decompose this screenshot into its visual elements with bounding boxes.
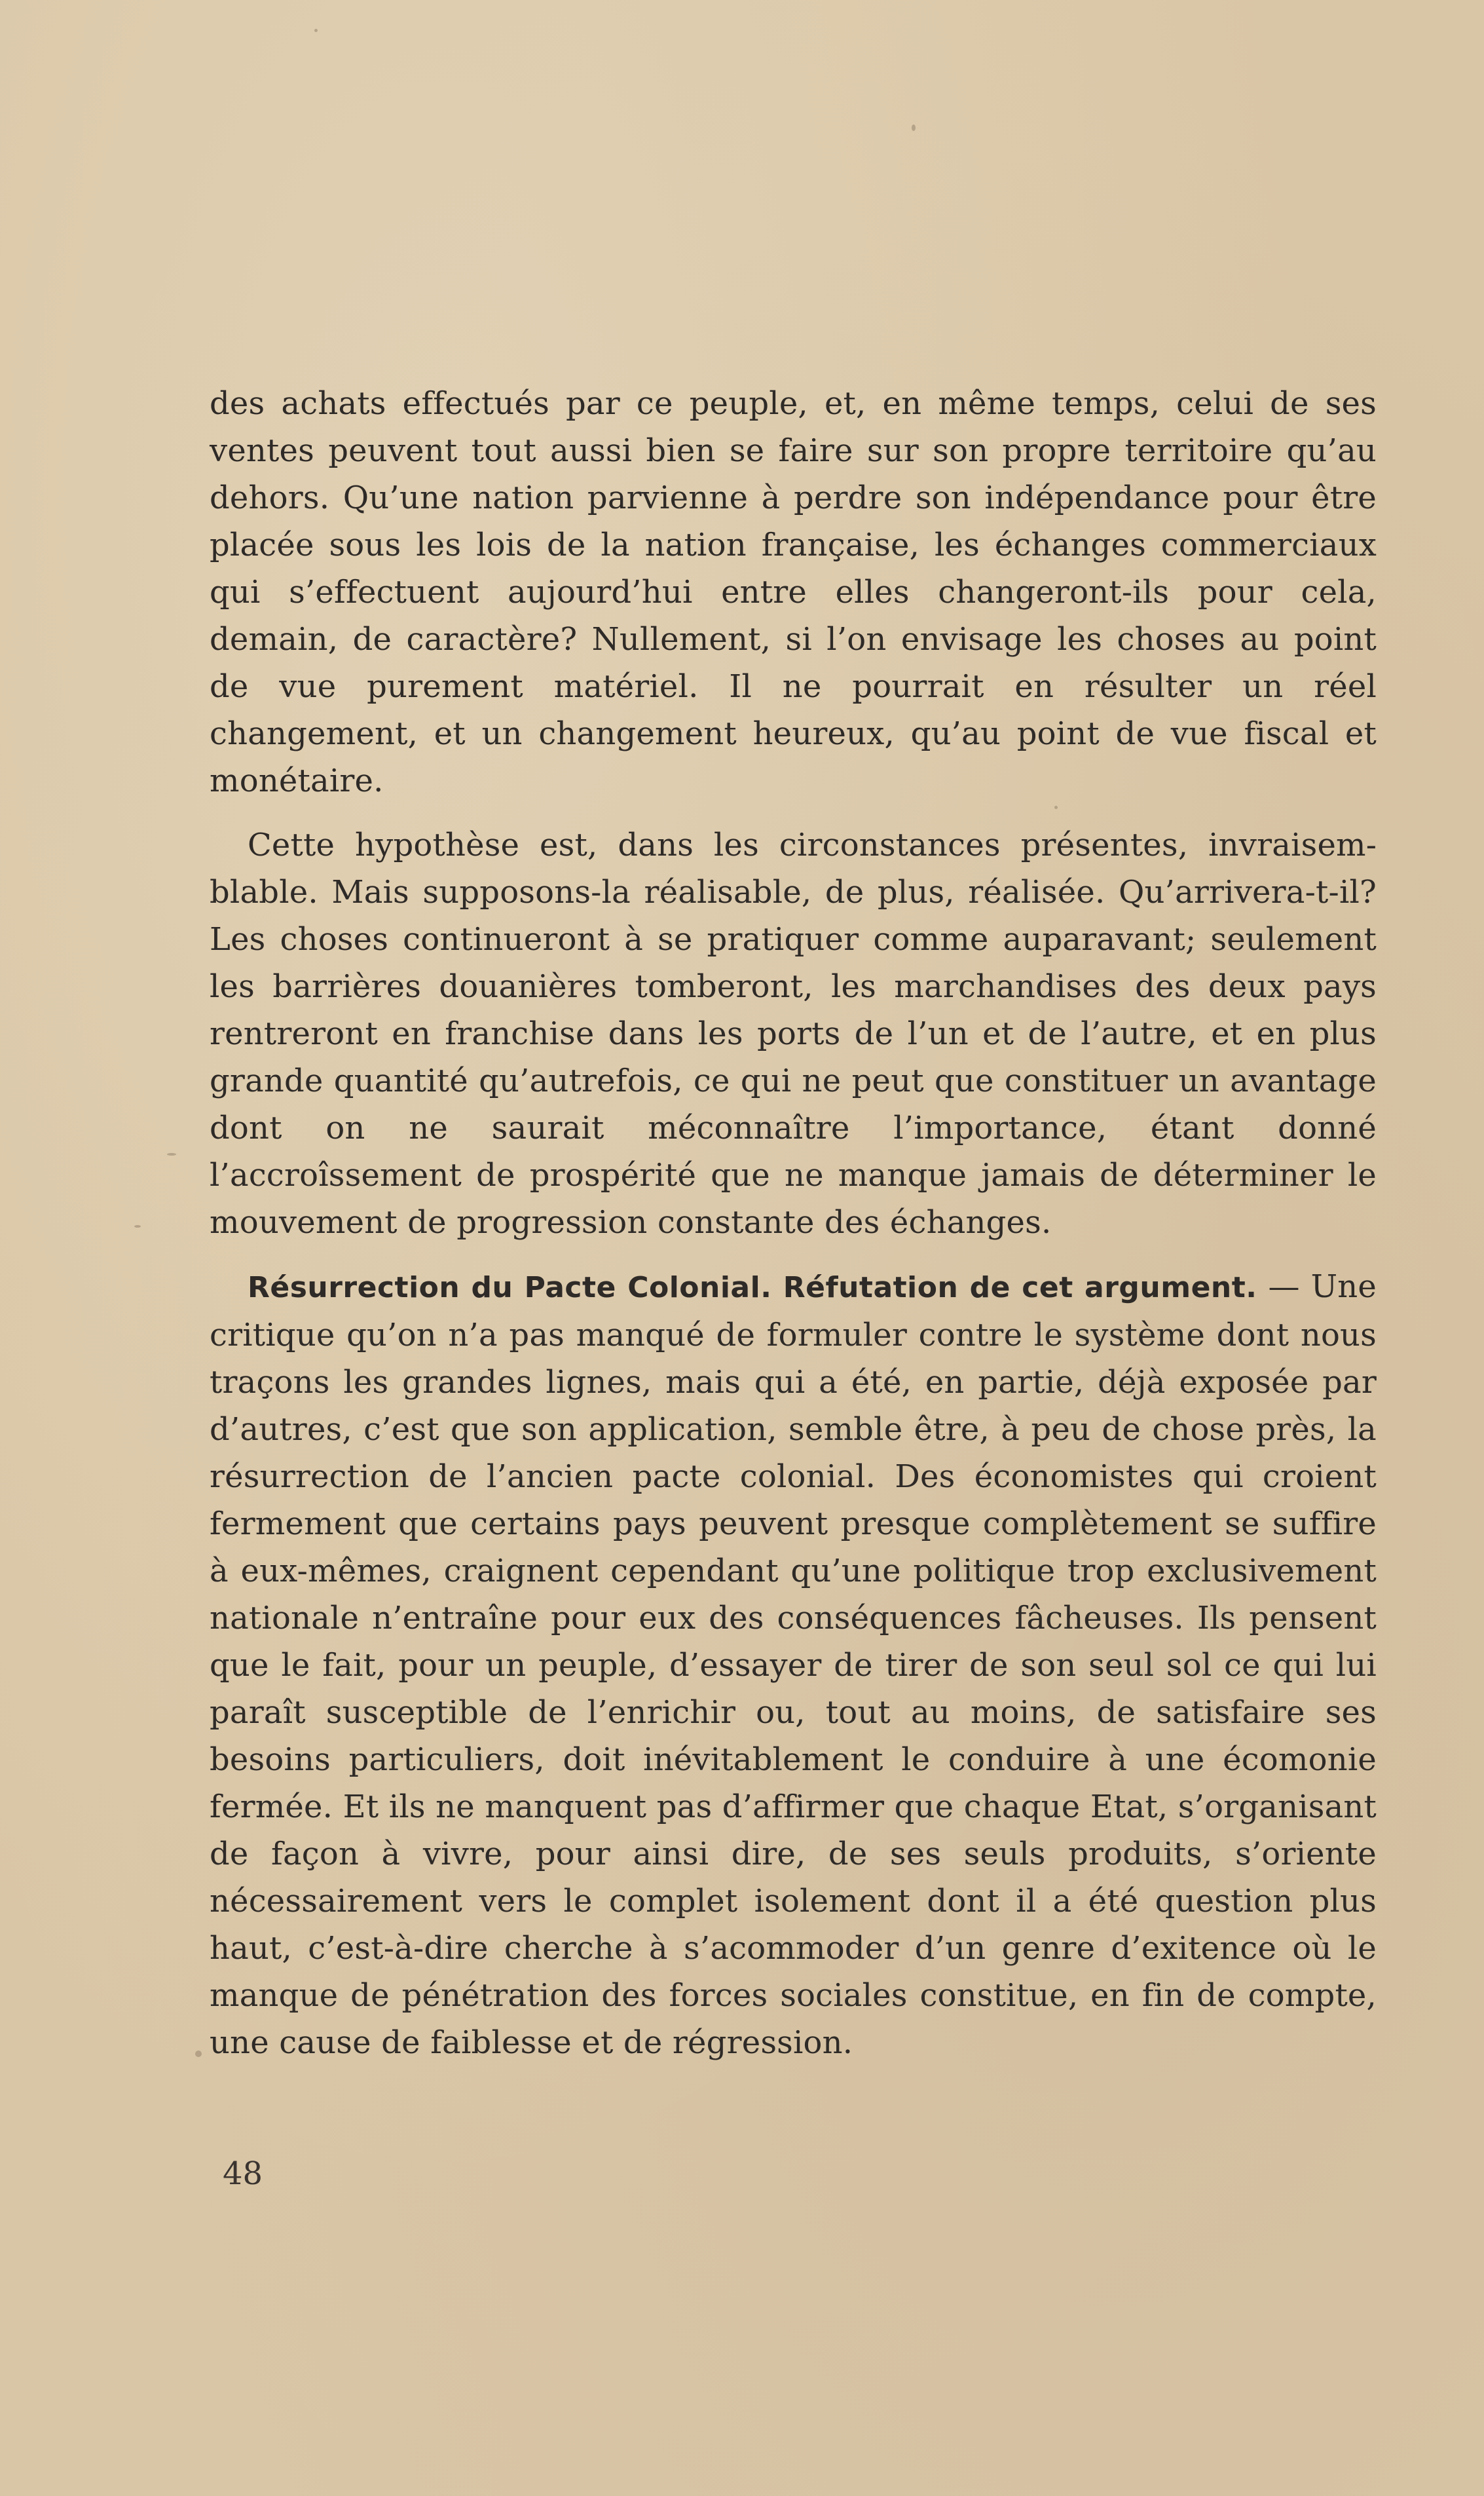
paper-speck <box>134 1225 141 1228</box>
paper-speck <box>912 124 916 131</box>
section-body: — Une critique qu’on n’a pas manqué de formuler contre le système dont nous traçons les grandes lignes, mais qui a été, en partie, déjà exposée par d’autres, c’est que son application, semble être, à peu de chose près, la résurrection de l’ancien pacte colonial. Des économistes qui croient fermement que certains pays peuvent presque complètement se suffire à eux-mêmes, craignent cependant qu’une politique trop exclusivement nationale n’entraîne pour eux des conséquences fâcheuses. Ils pensent que le fait, pour un peuple, d’essayer de tirer de son seul sol ce qui lui paraît susceptible de l’enrichir ou, tout au moins, de satisfaire ses besoins particuliers, doit inévitablement le conduire à une écomonie fermée. Et ils ne manquent pas d’affirmer que chaque Etat, s’organisant de façon à vivre, pour ainsi dire, de ses seuls produits, s’oriente nécessairement vers le complet isolement dont il a été question plus haut, c’est-à-dire cherche à s’acommoder d’un genre d’exitence où le manque de pénétration des forces sociales constitue, en fin de compte, une cause de faiblesse et de régression. <box>210 1268 1377 2061</box>
paragraph-2: Cette hypothèse est, dans les circonstances présentes, invraisemblable. Mais supposons-la réalisable, de plus, réalisée. Qu’arrivera-t-il? Les choses continueront à se pratiquer comme auparavant; seulement les barrières douanières tomberont, les marchandises des deux pays rentreront en franchise dans les ports de l’un et de l’autre, et en plus grande quantité qu’autrefois, ce qui ne peut que constituer un avantage dont on ne saurait méconnaître l’importance, étant donné l’accroîssement de prospérité que ne manque jamais de déterminer le mouvement de progression constante des échanges. <box>210 827 1377 1241</box>
page-text-block <box>210 380 1377 2066</box>
paper-speck <box>1054 806 1058 809</box>
paper-speck <box>167 1153 176 1156</box>
paper-speck <box>314 29 318 32</box>
paper-speck <box>195 2051 202 2057</box>
paragraph-1: des achats effectués par ce peuple, et, en même temps, celui de ses ventes peuvent tout aussi bien se faire sur son propre territoire qu’au dehors. Qu’une nation parvienne à perdre son indépendance pour être placée sous les lois de la nation française, les échanges commerciaux qui s’effectuent aujourd’hui entre elles changeront-ils pour cela, demain, de caractère? Nullement, si l’on envisage les choses au point de vue purement matériel. Il ne pourrait en résulter un réel changement, et un changement heureux, qu’au point de vue fiscal et monétaire. <box>210 385 1377 799</box>
page-number: 48 <box>223 2155 263 2192</box>
paragraph-3 <box>210 1263 1377 2066</box>
section-heading: Résurrection du Pacte Colonial. Réfutation de cet argument. <box>248 1271 1257 1304</box>
